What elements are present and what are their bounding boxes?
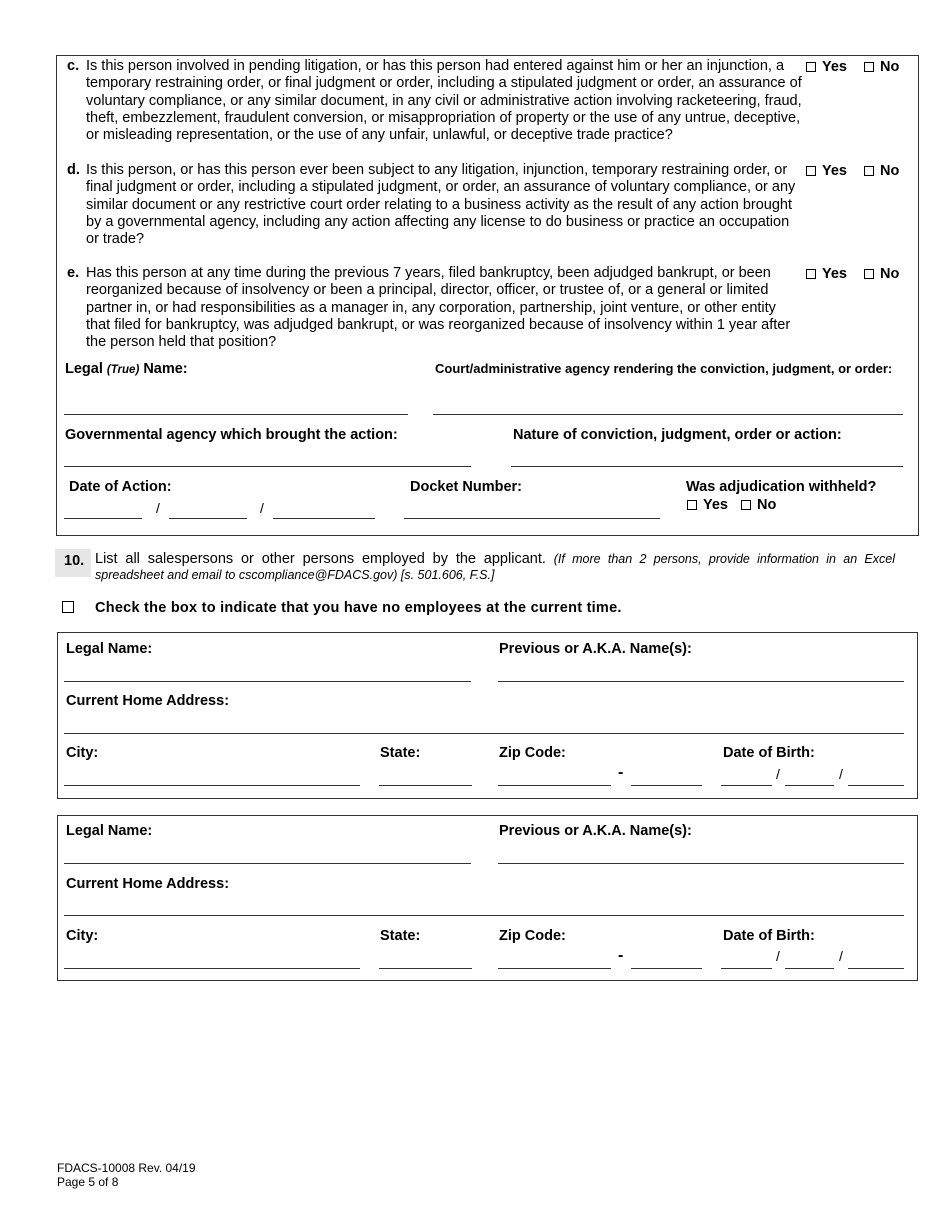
question-c-text: Is this person involved in pending litigation, or has this person had entered against him or her an injunction, a temporary restraining order, or final judgment or order, including a stipulated judgment or order, an assurance of voluntary compliance, or any similar document, in any civil or administrative action involving racketeering, fraud, theft, embezzlement, fraudulent conversion, or misappropriation of property or the use of any untrue, deceptive, or misleading representation, or the use of any unfair, unlawful, or deceptive trade practice? [86,58,802,144]
checkbox-icon [687,500,697,510]
question-d-yes[interactable]: Yes [806,163,847,179]
employee-1-city-field[interactable] [64,785,360,786]
employee-1-zip4-field[interactable] [631,785,702,786]
employee-2-aka-field[interactable] [498,863,904,864]
no-employees-checkbox[interactable] [62,601,74,613]
employee-2-city-field[interactable] [64,968,360,969]
question-c-letter: c. [67,58,80,74]
employee-card-2 [57,815,918,981]
employee-1-state-label: State: [380,745,421,761]
employee-2-legal-name-field[interactable] [64,863,471,864]
employee-1-address-field[interactable] [64,733,904,734]
employee-2-dob-year-field[interactable] [848,968,904,969]
employee-2-zip4-field[interactable] [631,968,702,969]
employee-1-dob-label: Date of Birth: [723,745,815,761]
employee-1-dob-year-field[interactable] [848,785,904,786]
employee-1-zip-label: Zip Code: [499,745,566,761]
question-c-no[interactable]: No [864,59,899,75]
form-id: FDACS-10008 Rev. 04/19 [57,1161,196,1175]
checkbox-icon [806,62,816,72]
section-10-instructions: List all salespersons or other persons employed by the applicant. (If more than 2 persons, provide information in an Excel spreadsheet and email to cscompliance@FDACS.gov) [s. 501.606, F.S.] [95,551,895,582]
employee-2-city-label: City: [66,928,99,944]
court-agency-field[interactable] [433,414,903,415]
checkbox-icon [864,62,874,72]
employee-1-legal-name-label: Legal Name: [66,641,153,657]
checkbox-icon [864,269,874,279]
zip-separator: - [618,764,624,781]
question-e-yes[interactable]: Yes [806,266,847,282]
nature-label: Nature of conviction, judgment, order or action: [513,427,842,443]
checkbox-icon [864,166,874,176]
employee-2-dob-day-field[interactable] [785,968,834,969]
docket-number-field[interactable] [404,518,660,519]
date-separator: / [839,948,843,964]
employee-2-zip-field[interactable] [498,968,611,969]
employee-1-city-label: City: [66,745,99,761]
date-of-action-label: Date of Action: [69,479,172,495]
employee-2-dob-label: Date of Birth: [723,928,815,944]
employee-1-dob-month-field[interactable] [721,785,772,786]
date-day-field[interactable] [169,518,247,519]
employee-2-address-label: Current Home Address: [66,876,230,892]
date-separator: / [776,766,780,782]
page-footer [57,1161,196,1189]
employee-1-state-field[interactable] [379,785,472,786]
docket-number-label: Docket Number: [410,479,522,495]
gov-agency-field[interactable] [64,466,471,467]
question-c-yes[interactable]: Yes [806,59,847,75]
question-e-no[interactable]: No [864,266,899,282]
legal-name-label: Legal (True) Name: [65,361,188,377]
employee-1-address-label: Current Home Address: [66,693,230,709]
question-d-text: Is this person, or has this person ever been subject to any litigation, injunction, temporary restraining order, or final judgment or order, including a stipulated judgment, or order, an assurance of voluntary compliance, or any similar document or any restrictive court order relating to a business activity as the result of any action brought by a governmental agency, including any action affecting any license to do business or practice an occupation or trade? [86,162,796,248]
employee-2-state-label: State: [380,928,421,944]
section-10-number-text: 10. [64,553,85,569]
employee-1-aka-field[interactable] [498,681,904,682]
employee-2-state-field[interactable] [379,968,472,969]
checkbox-icon [806,166,816,176]
question-e-letter: e. [67,265,80,281]
question-e-text: Has this person at any time during the previous 7 years, filed bankruptcy, been adjudged bankrupt, or been reorganized because of insolvency or been a principal, director, officer, or trustee of, or a general or limited partner in, or had responsibilities as a manager in, any corporation, partnership, joint venture, or other entity that filed for bankruptcy, was adjudged bankrupt, or was reorganized because of insolvency within 1 year after the person held that position? [86,265,791,351]
employee-1-legal-name-field[interactable] [64,681,471,682]
adjudication-no[interactable]: No [741,497,776,513]
question-d-letter: d. [67,162,80,178]
legal-name-field[interactable] [64,414,408,415]
employee-2-aka-label: Previous or A.K.A. Name(s): [499,823,692,839]
checkbox-icon [741,500,751,510]
employee-2-legal-name-label: Legal Name: [66,823,153,839]
date-separator: / [260,500,264,516]
date-month-field[interactable] [64,518,142,519]
employee-2-dob-month-field[interactable] [721,968,772,969]
nature-field[interactable] [511,466,903,467]
court-agency-label: Court/administrative agency rendering the conviction, judgment, or order: [435,361,893,376]
date-separator: / [839,766,843,782]
zip-separator: - [618,947,624,964]
employee-1-aka-label: Previous or A.K.A. Name(s): [499,641,692,657]
no-employees-label: Check the box to indicate that you have no employees at the current time. [95,600,622,616]
adjudication-yes[interactable]: Yes [687,497,728,513]
employee-2-address-field[interactable] [64,915,904,916]
checkbox-icon [806,269,816,279]
adjudication-label: Was adjudication withheld? [686,479,877,495]
date-separator: / [776,948,780,964]
date-year-field[interactable] [273,518,375,519]
employee-1-zip-field[interactable] [498,785,611,786]
employee-2-zip-label: Zip Code: [499,928,566,944]
page-number: Page 5 of 8 [57,1175,119,1189]
question-d-no[interactable]: No [864,163,899,179]
date-separator: / [156,500,160,516]
employee-card-1 [57,632,918,799]
gov-agency-label: Governmental agency which brought the action: [65,427,398,443]
employee-1-dob-day-field[interactable] [785,785,834,786]
